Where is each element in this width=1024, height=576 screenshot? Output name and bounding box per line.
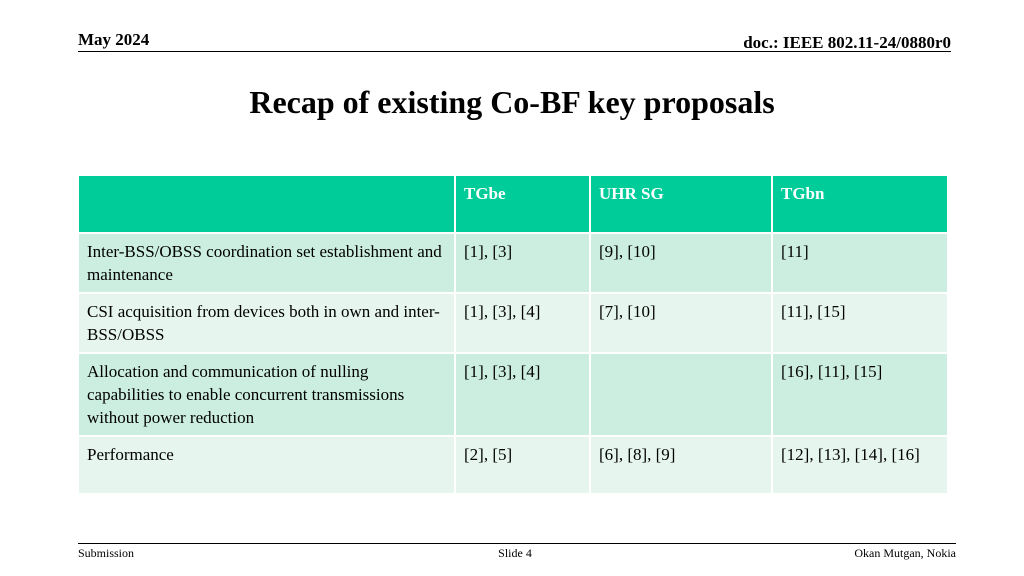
table-cell-tgbn: [12], [13], [14], [16] [772,436,948,494]
table-cell-topic: Performance [78,436,455,494]
table-row [78,353,948,436]
table-cell-uhr-sg: [6], [8], [9] [590,436,772,494]
footer-slide-number: Slide 4 [498,546,532,560]
footer-divider [78,543,956,544]
table-cell-tgbe: [1], [3], [4] [455,353,590,436]
table-cell-topic: Inter-BSS/OBSS coordination set establishment and maintenance [78,233,455,293]
table-cell-tgbn: [11], [15] [772,293,948,353]
column-header-topic [78,175,455,233]
table-header-row [78,175,948,233]
table-row [78,436,948,494]
footer-submission: Submission [78,546,135,560]
table-cell-uhr-sg [590,353,772,436]
table-cell-tgbn: [11] [772,233,948,293]
table-cell-tgbn: [16], [11], [15] [772,353,948,436]
proposals-table [77,174,949,495]
column-header-tgbn: TGbn [772,175,948,233]
column-header-uhr-sg: UHR SG [590,175,772,233]
table-cell-uhr-sg: [7], [10] [590,293,772,353]
table-cell-tgbe: [1], [3], [4] [455,293,590,353]
slide-title: Recap of existing Co-BF key proposals [249,84,775,120]
table-row [78,293,948,353]
header-date: May 2024 [78,30,150,49]
table-cell-topic: CSI acquisition from devices both in own and inter-BSS/OBSS [78,293,455,353]
table-cell-topic: Allocation and communication of nulling capabilities to enable concurrent transmissions without power reduction [78,353,455,436]
header-divider [78,51,951,52]
table-cell-tgbe: [1], [3] [455,233,590,293]
table-row [78,233,948,293]
column-header-tgbe: TGbe [455,175,590,233]
footer-author: Okan Mutgan, Nokia [854,546,956,560]
header-doc-id: doc.: IEEE 802.11-24/0880r0 [743,33,951,52]
table-cell-uhr-sg: [9], [10] [590,233,772,293]
table-cell-tgbe: [2], [5] [455,436,590,494]
